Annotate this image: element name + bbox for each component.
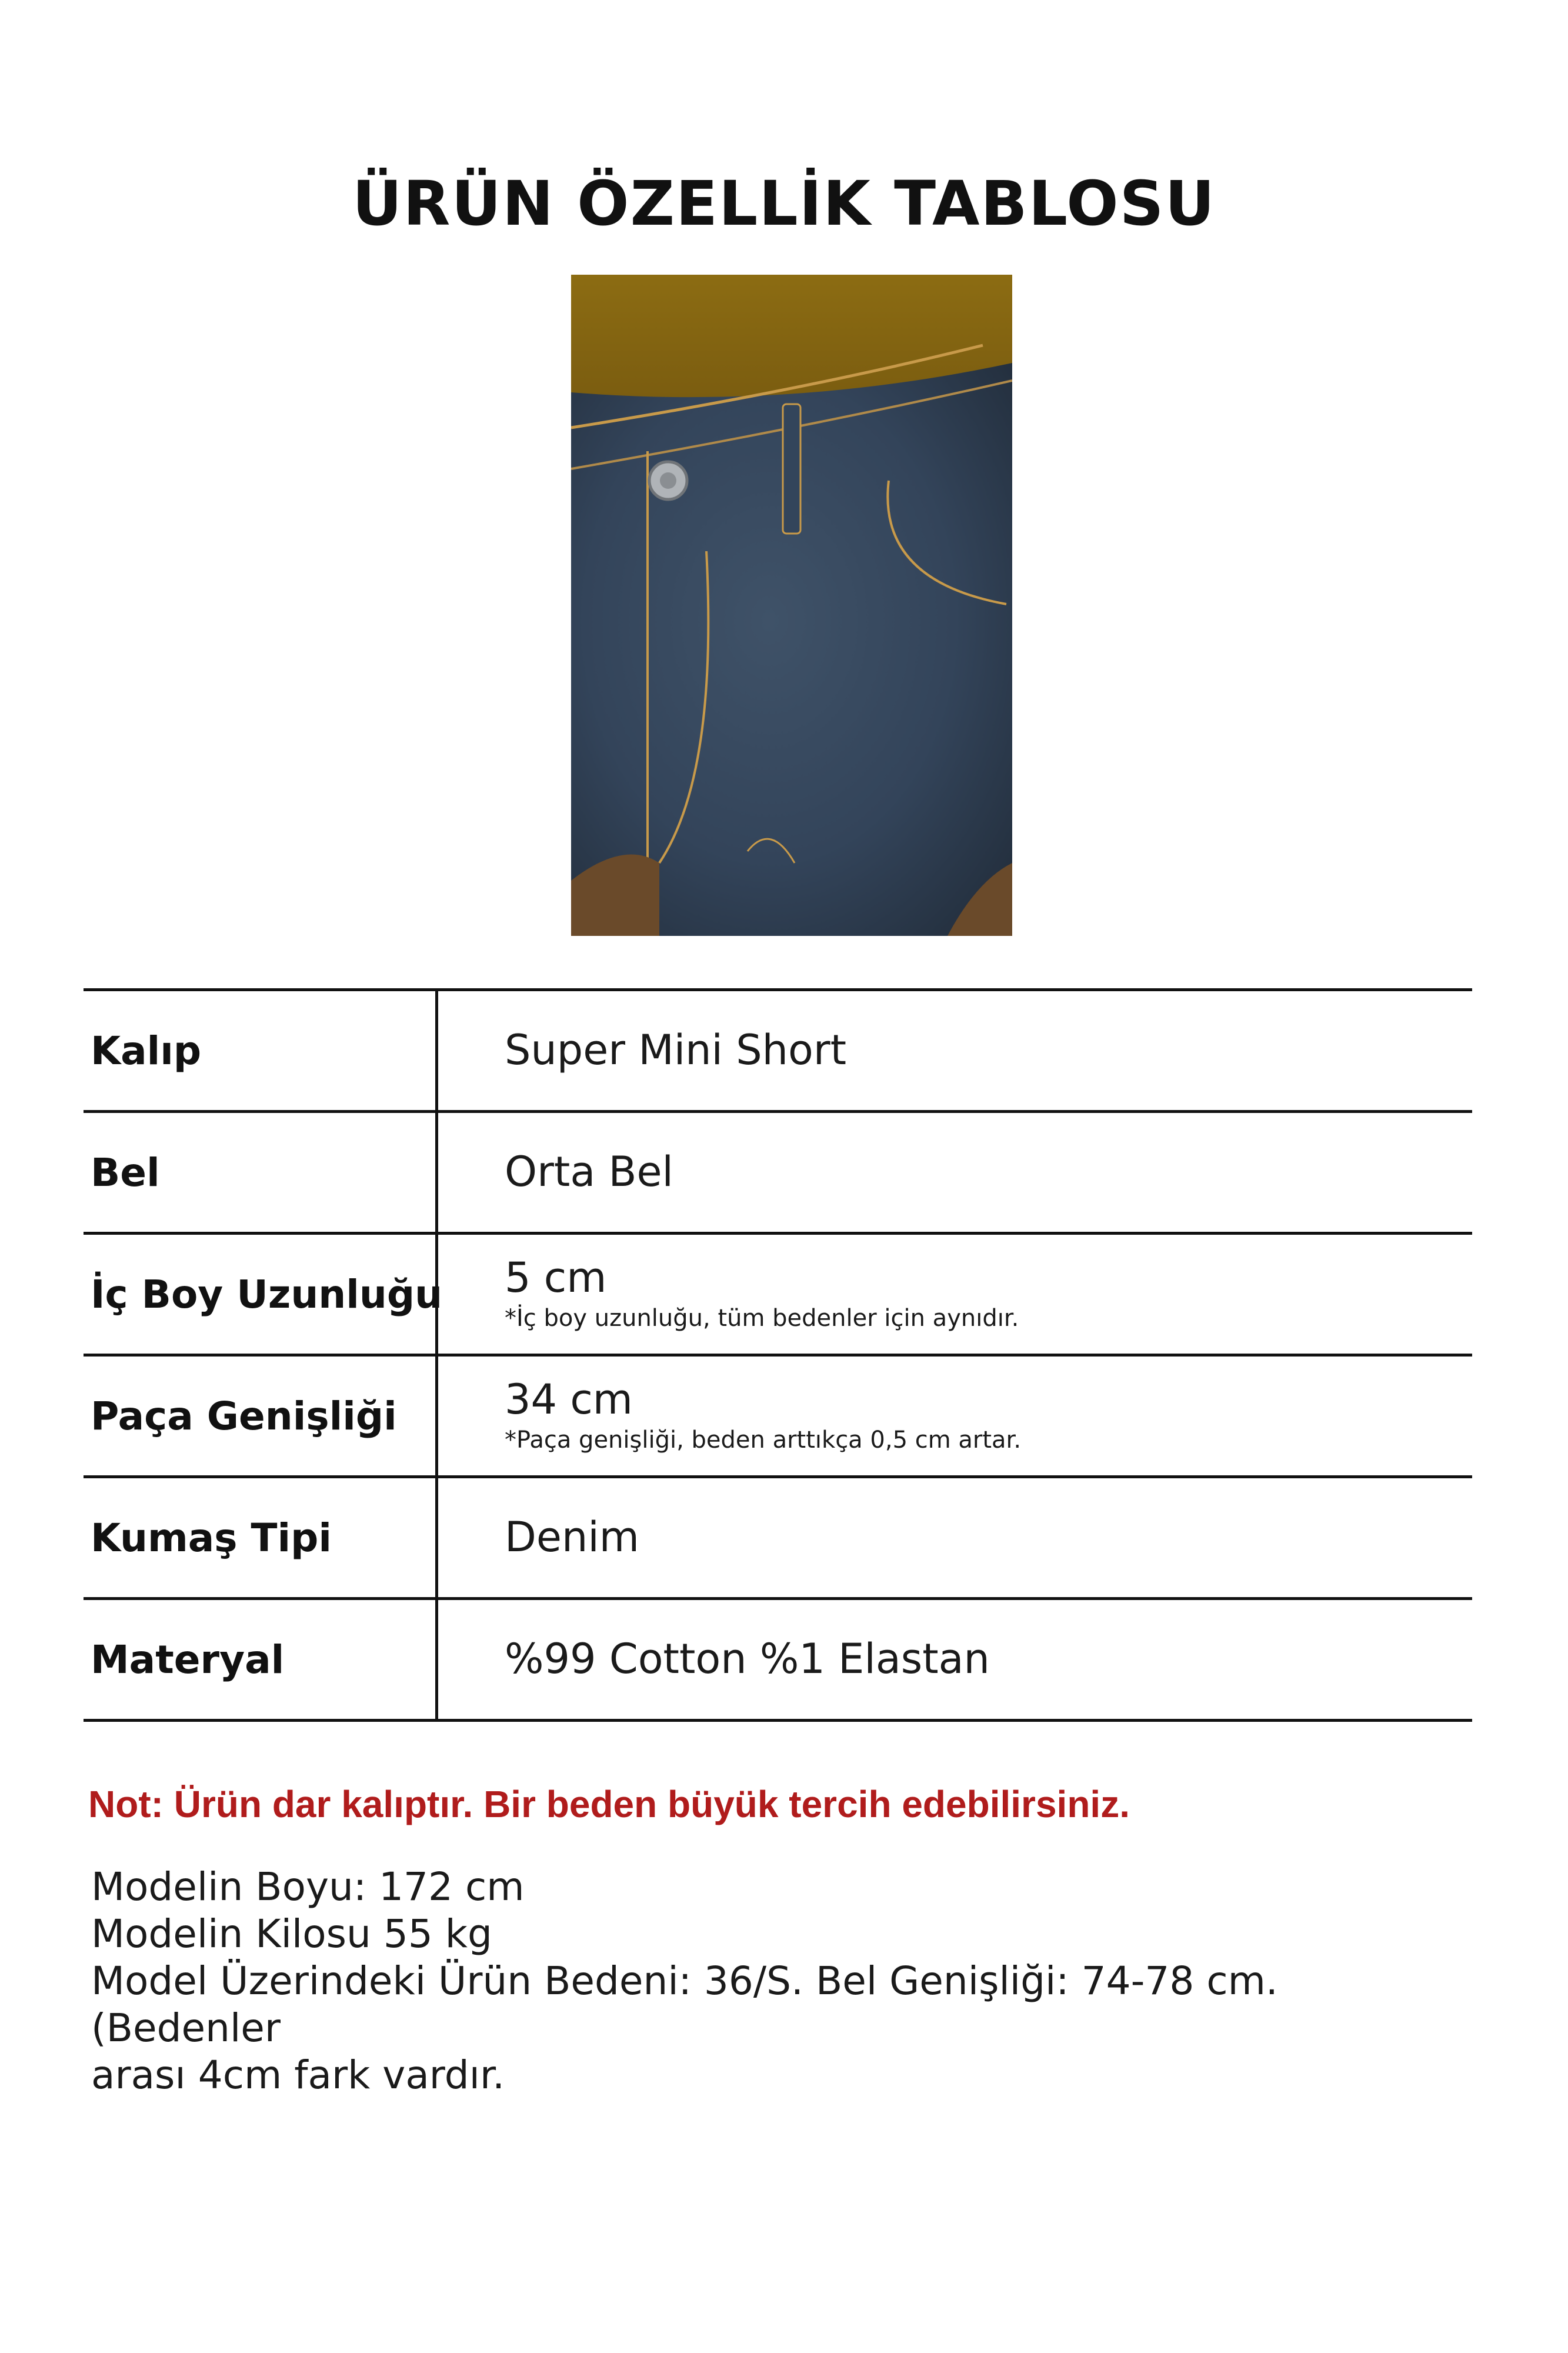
- spec-value: 34 cm: [505, 1375, 633, 1424]
- spec-label: Bel: [91, 1149, 160, 1195]
- spec-value: Denim: [505, 1513, 639, 1562]
- model-weight: Modelin Kilosu 55 kg: [91, 1911, 492, 1957]
- spec-row-paca: [84, 1354, 1472, 1475]
- spec-value: 5 cm: [505, 1254, 607, 1302]
- spec-value: Orta Bel: [505, 1148, 674, 1197]
- model-size: Model Üzerindeki Ürün Bedeni: 36/S. Bel Genişliği: 74-78 cm. (Bedenler: [91, 1958, 1278, 2051]
- column-divider: [435, 1357, 438, 1475]
- spec-note: *Paça genişliği, beden arttıkça 0,5 cm artar.: [505, 1426, 1022, 1454]
- spec-value: %99 Cotton %1 Elastan: [505, 1635, 990, 1684]
- column-divider: [435, 1478, 438, 1597]
- model-info: [91, 1864, 1462, 2099]
- column-divider: [435, 1600, 438, 1719]
- spec-label: Kalıp: [91, 1028, 202, 1074]
- spec-label: Paça Genişliği: [91, 1393, 397, 1439]
- page-title: ÜRÜN ÖZELLİK TABLOSU: [352, 168, 1216, 239]
- spec-label: Kumaş Tipi: [91, 1515, 332, 1561]
- spec-note: *İç boy uzunluğu, tüm bedenler için aynıdır.: [505, 1304, 1019, 1332]
- fit-note: Not: Ürün dar kalıptır. Bir beden büyük tercih edebilirsiniz.: [88, 1783, 1130, 1825]
- spec-value-wrap: [505, 1600, 990, 1719]
- denim-shorts-image: [571, 275, 1012, 936]
- spec-row-kalip: [84, 988, 1472, 1110]
- column-divider: [435, 1113, 438, 1232]
- column-divider: [435, 991, 438, 1110]
- spec-label: İç Boy Uzunluğu: [91, 1271, 443, 1317]
- spec-row-ic-boy: [84, 1232, 1472, 1354]
- spec-value-wrap: [505, 991, 846, 1110]
- spec-value-wrap: [505, 1357, 1021, 1475]
- spec-value-wrap: [505, 1113, 673, 1232]
- spec-label: Materyal: [91, 1637, 285, 1682]
- spec-value-wrap: [505, 1235, 1019, 1354]
- product-photo: [571, 275, 1012, 936]
- spec-value-wrap: [505, 1478, 639, 1597]
- spec-value: Super Mini Short: [505, 1026, 847, 1075]
- model-size-cont: arası 4cm fark vardır.: [91, 2052, 505, 2098]
- spec-row-materyal: [84, 1597, 1472, 1722]
- spec-table: [84, 988, 1472, 1722]
- spec-row-bel: [84, 1110, 1472, 1232]
- spec-row-kumas: [84, 1475, 1472, 1597]
- model-height: Modelin Boyu: 172 cm: [91, 1864, 525, 1909]
